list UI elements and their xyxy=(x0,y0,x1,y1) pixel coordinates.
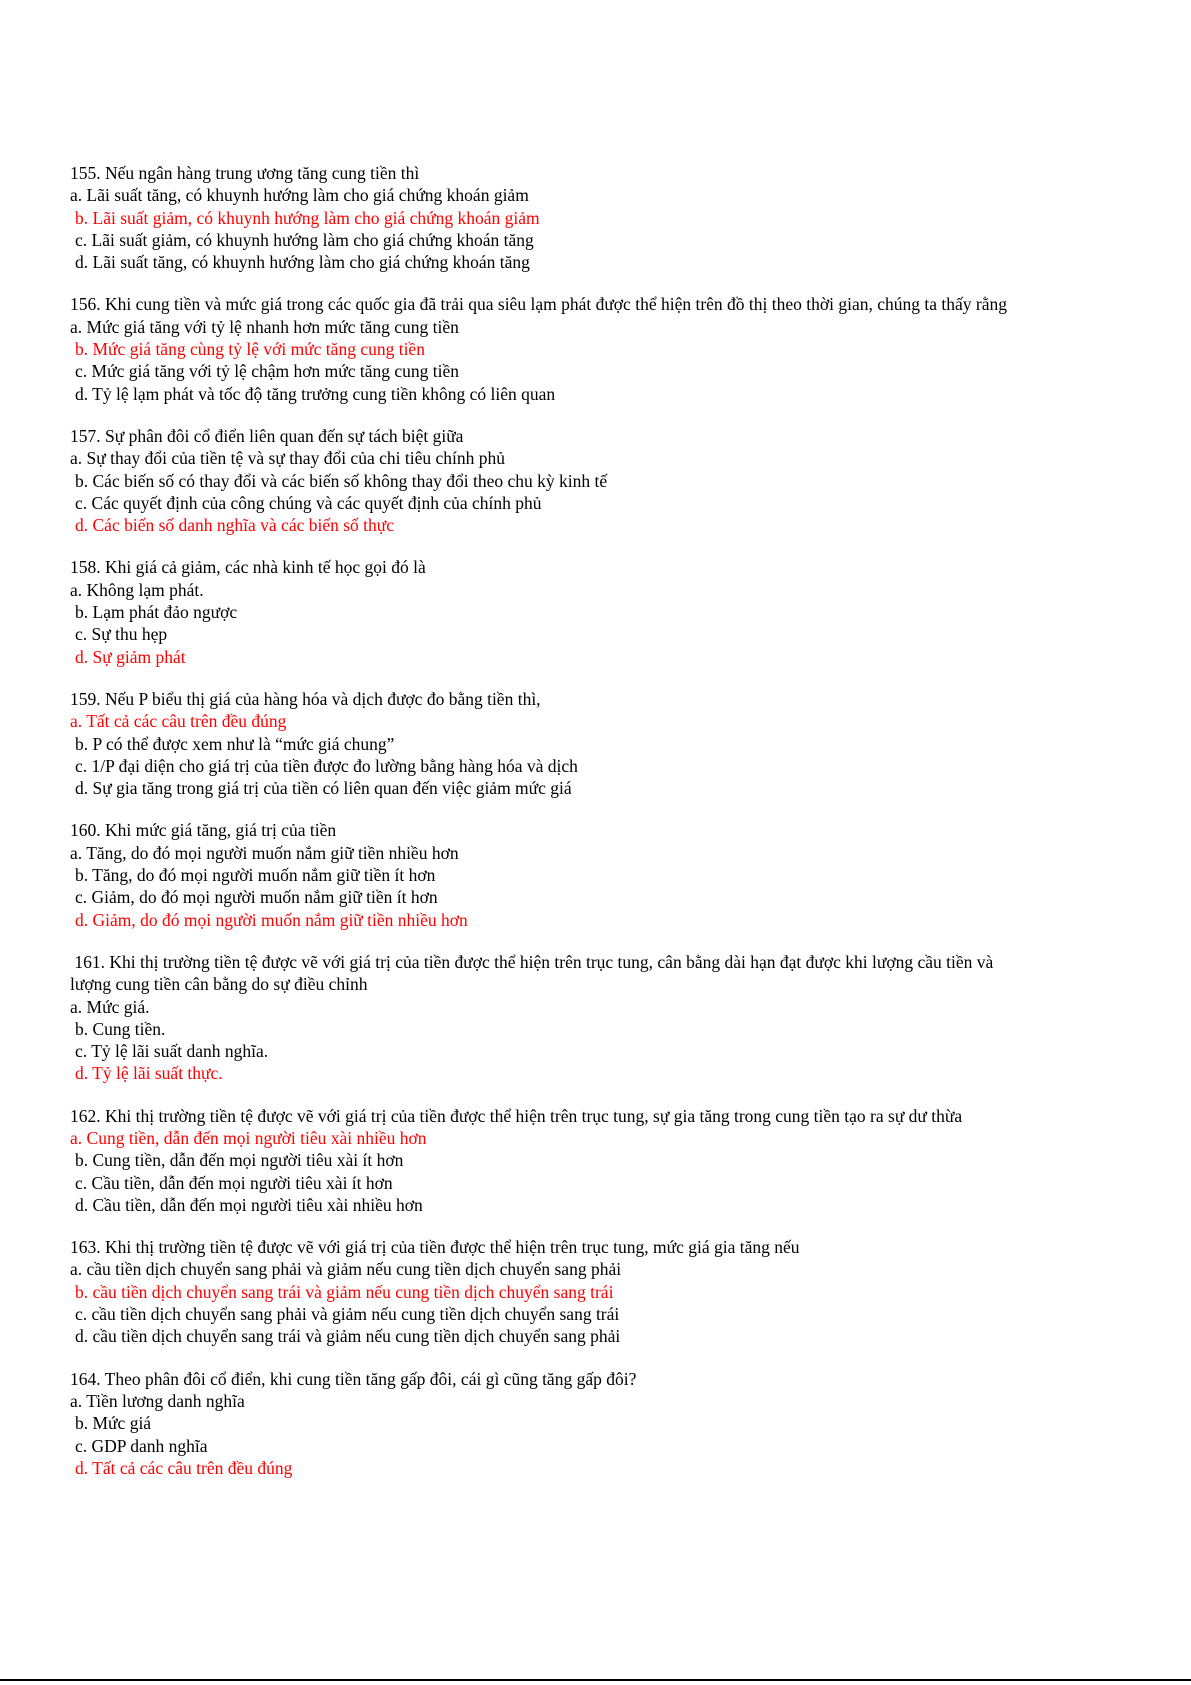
option-c: c. Tỷ lệ lãi suất danh nghĩa. xyxy=(75,1041,269,1062)
option-c: c. cầu tiền dịch chuyển sang phải và giảm nếu cung tiền dịch chuyển sang trái xyxy=(75,1304,620,1325)
question-text: 158. Khi giá cả giảm, các nhà kinh tế học gọi đó là xyxy=(70,557,426,578)
option-a-correct: a. Tất cả các câu trên đều đúng xyxy=(70,711,287,732)
question-156 xyxy=(70,293,1030,404)
question-162 xyxy=(70,1105,1030,1216)
question-161 xyxy=(70,951,1030,1085)
question-text: 161. Khi thị trường tiền tệ được vẽ với giá trị của tiền được thể hiện trên trục tung, cân bằng dài hạn đạt được khi lượng cầu tiền và lượng cung tiền cân bằng do sự điều chỉnh xyxy=(70,951,998,995)
question-text: 159. Nếu P biểu thị giá của hàng hóa và dịch được đo bằng tiền thì, xyxy=(70,688,541,709)
question-164 xyxy=(70,1368,1030,1479)
option-d: d. Lãi suất tăng, có khuynh hướng làm cho giá chứng khoán tăng xyxy=(75,252,530,273)
question-159 xyxy=(70,688,1030,799)
option-c: c. Mức giá tăng với tỷ lệ chậm hơn mức tăng cung tiền xyxy=(75,361,459,382)
option-d: d. Tỷ lệ lạm phát và tốc độ tăng trưởng cung tiền không có liên quan xyxy=(75,383,556,404)
question-text: 164. Theo phân đôi cổ điển, khi cung tiền tăng gấp đôi, cái gì cũng tăng gấp đôi? xyxy=(70,1368,637,1389)
option-d-correct: d. Sự giảm phát xyxy=(75,646,186,667)
question-text: 160. Khi mức giá tăng, giá trị của tiền xyxy=(70,820,337,841)
question-158 xyxy=(70,556,1030,667)
option-b-correct: b. cầu tiền dịch chuyển sang trái và giảm nếu cung tiền dịch chuyển sang trái xyxy=(75,1281,614,1302)
option-d-correct: d. Các biến số danh nghĩa và các biến số thực xyxy=(75,515,395,536)
option-b-correct: b. Mức giá tăng cùng tỷ lệ với mức tăng cung tiền xyxy=(75,339,425,360)
question-text: 157. Sự phân đôi cổ điển liên quan đến sự tách biệt giữa xyxy=(70,425,464,446)
option-c: c. GDP danh nghĩa xyxy=(75,1435,208,1456)
question-text: 155. Nếu ngân hàng trung ương tăng cung tiền thì xyxy=(70,163,420,183)
option-c: c. 1/P đại diện cho giá trị của tiền được đo lường bằng hàng hóa và dịch xyxy=(75,755,578,776)
option-a-correct: a. Cung tiền, dẫn đến mọi người tiêu xài nhiều hơn xyxy=(70,1127,427,1148)
option-d-correct: d. Tất cả các câu trên đều đúng xyxy=(75,1457,293,1478)
question-list xyxy=(70,162,1030,1499)
option-d: d. cầu tiền dịch chuyển sang trái và giảm nếu cung tiền dịch chuyển sang phải xyxy=(75,1326,621,1347)
option-b: b. Cung tiền. xyxy=(75,1018,166,1039)
question-157 xyxy=(70,425,1030,536)
option-a: a. Mức giá tăng với tỷ lệ nhanh hơn mức tăng cung tiền xyxy=(70,316,459,337)
option-a: a. Mức giá. xyxy=(70,996,150,1017)
option-c: c. Sự thu hẹp xyxy=(75,624,168,645)
page-bottom-rule xyxy=(0,1679,1191,1681)
question-160 xyxy=(70,819,1030,930)
option-c: c. Giảm, do đó mọi người muốn nắm giữ tiền ít hơn xyxy=(75,887,438,908)
option-a: a. Lãi suất tăng, có khuynh hướng làm cho giá chứng khoán giảm xyxy=(70,185,529,206)
option-b: b. Mức giá xyxy=(75,1413,152,1434)
question-text: 156. Khi cung tiền và mức giá trong các quốc gia đã trải qua siêu lạm phát được thể hiện trên đồ thị theo thời gian, chúng ta thấy rằng xyxy=(70,294,1008,315)
option-c: c. Cầu tiền, dẫn đến mọi người tiêu xài ít hơn xyxy=(75,1172,393,1193)
question-155 xyxy=(70,162,1030,273)
option-a: a. Tiền lương danh nghĩa xyxy=(70,1390,245,1411)
option-d: d. Cầu tiền, dẫn đến mọi người tiêu xài nhiều hơn xyxy=(75,1194,423,1215)
option-a: a. Sự thay đổi của tiền tệ và sự thay đổi của chi tiêu chính phủ xyxy=(70,448,505,469)
option-d-correct: d. Tỷ lệ lãi suất thực. xyxy=(75,1063,223,1084)
option-c: c. Các quyết định của công chúng và các quyết định của chính phủ xyxy=(75,492,542,513)
option-b: b. Lạm phát đảo ngược xyxy=(75,602,238,623)
option-c: c. Lãi suất giảm, có khuynh hướng làm cho giá chứng khoán tăng xyxy=(75,229,534,250)
option-b-correct: b. Lãi suất giảm, có khuynh hướng làm cho giá chứng khoán giảm xyxy=(75,207,540,228)
question-text: 163. Khi thị trường tiền tệ được vẽ với giá trị của tiền được thể hiện trên trục tung, mức giá gia tăng nếu xyxy=(70,1237,800,1258)
option-a: a. Tăng, do đó mọi người muốn nắm giữ tiền nhiều hơn xyxy=(70,842,459,863)
option-a: a. Không lạm phát. xyxy=(70,579,204,600)
option-b: b. Cung tiền, dẫn đến mọi người tiêu xài ít hơn xyxy=(75,1150,404,1171)
option-b: b. Các biến số có thay đổi và các biến số không thay đổi theo chu kỳ kinh tế xyxy=(75,470,608,491)
option-b: b. Tăng, do đó mọi người muốn nắm giữ tiền ít hơn xyxy=(75,865,436,886)
option-d-correct: d. Giảm, do đó mọi người muốn nắm giữ tiền nhiều hơn xyxy=(75,909,468,930)
option-d: d. Sự gia tăng trong giá trị của tiền có liên quan đến việc giảm mức giá xyxy=(75,778,572,799)
option-b: b. P có thể được xem như là “mức giá chung” xyxy=(75,733,395,754)
question-text: 162. Khi thị trường tiền tệ được vẽ với giá trị của tiền được thể hiện trên trục tung, sự gia tăng trong cung tiền tạo ra sự dư thừa xyxy=(70,1105,963,1126)
question-163 xyxy=(70,1236,1030,1347)
option-a: a. cầu tiền dịch chuyển sang phải và giảm nếu cung tiền dịch chuyển sang phải xyxy=(70,1259,622,1280)
